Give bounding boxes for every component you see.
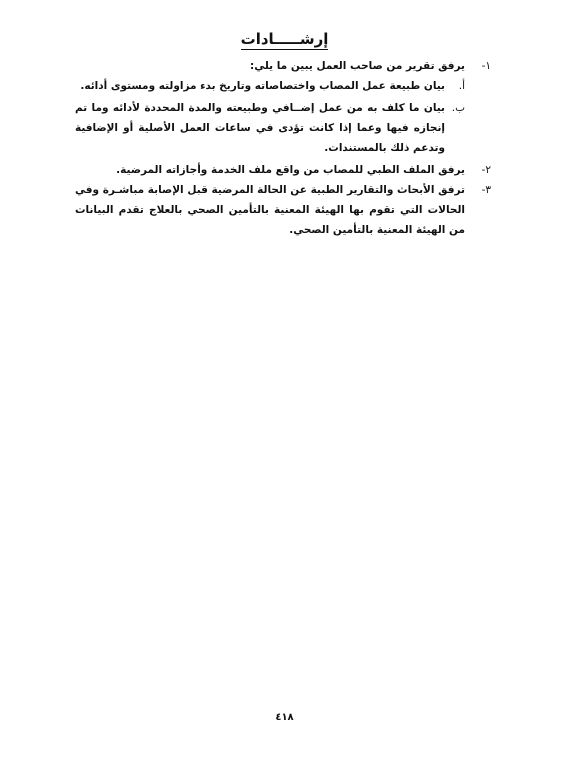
item-text: ترفق الأبحاث والتقارير الطبية عن الحالة المرضية قبل الإصابة مباشـرة وفي الحالات التي تقوم بها الهيئة المعنية بالتأمين الصحي بالعلاج تقدم البيانات من الهيئة المعنية بالتأمين الصحي.	[75, 184, 465, 236]
subitem-label: ب.	[451, 102, 465, 114]
item-number: ٢-	[481, 164, 491, 176]
item-number: ٣-	[481, 184, 491, 196]
item-text: يرفق تقرير من صاحب العمل يبين ما يلي:	[250, 60, 465, 72]
subitem-text: بيان ما كلف به من عمل إضــافي وطبيعته والمدة المحددة لأدائه وما تم إنجازه فيها وعما إذا كانت تؤدى في ساعات العمل الأصلية أو الإضافية وتدعم ذلك بالمستندات.	[75, 102, 445, 154]
instruction-item-3	[75, 180, 491, 240]
page-title	[0, 30, 569, 48]
instruction-item-1	[75, 56, 491, 76]
instruction-subitem-b	[75, 98, 491, 158]
item-text: يرفق الملف الطبي للمصاب من واقع ملف الخدمة وأجازاته المرضية.	[116, 164, 465, 176]
instruction-subitem-a	[75, 76, 491, 96]
page-title-text: إرشـــــادات	[240, 30, 329, 48]
item-number: ١-	[481, 60, 491, 72]
instruction-item-2	[75, 160, 491, 180]
instructions-list	[75, 56, 491, 240]
page-number: ٤١٨	[275, 712, 294, 723]
subitem-label: أ.	[458, 80, 465, 92]
subitem-text: بيان طبيعة عمل المصاب واختصاصاته وتاريخ بدء مزاولته ومستوى أدائه.	[80, 80, 445, 92]
